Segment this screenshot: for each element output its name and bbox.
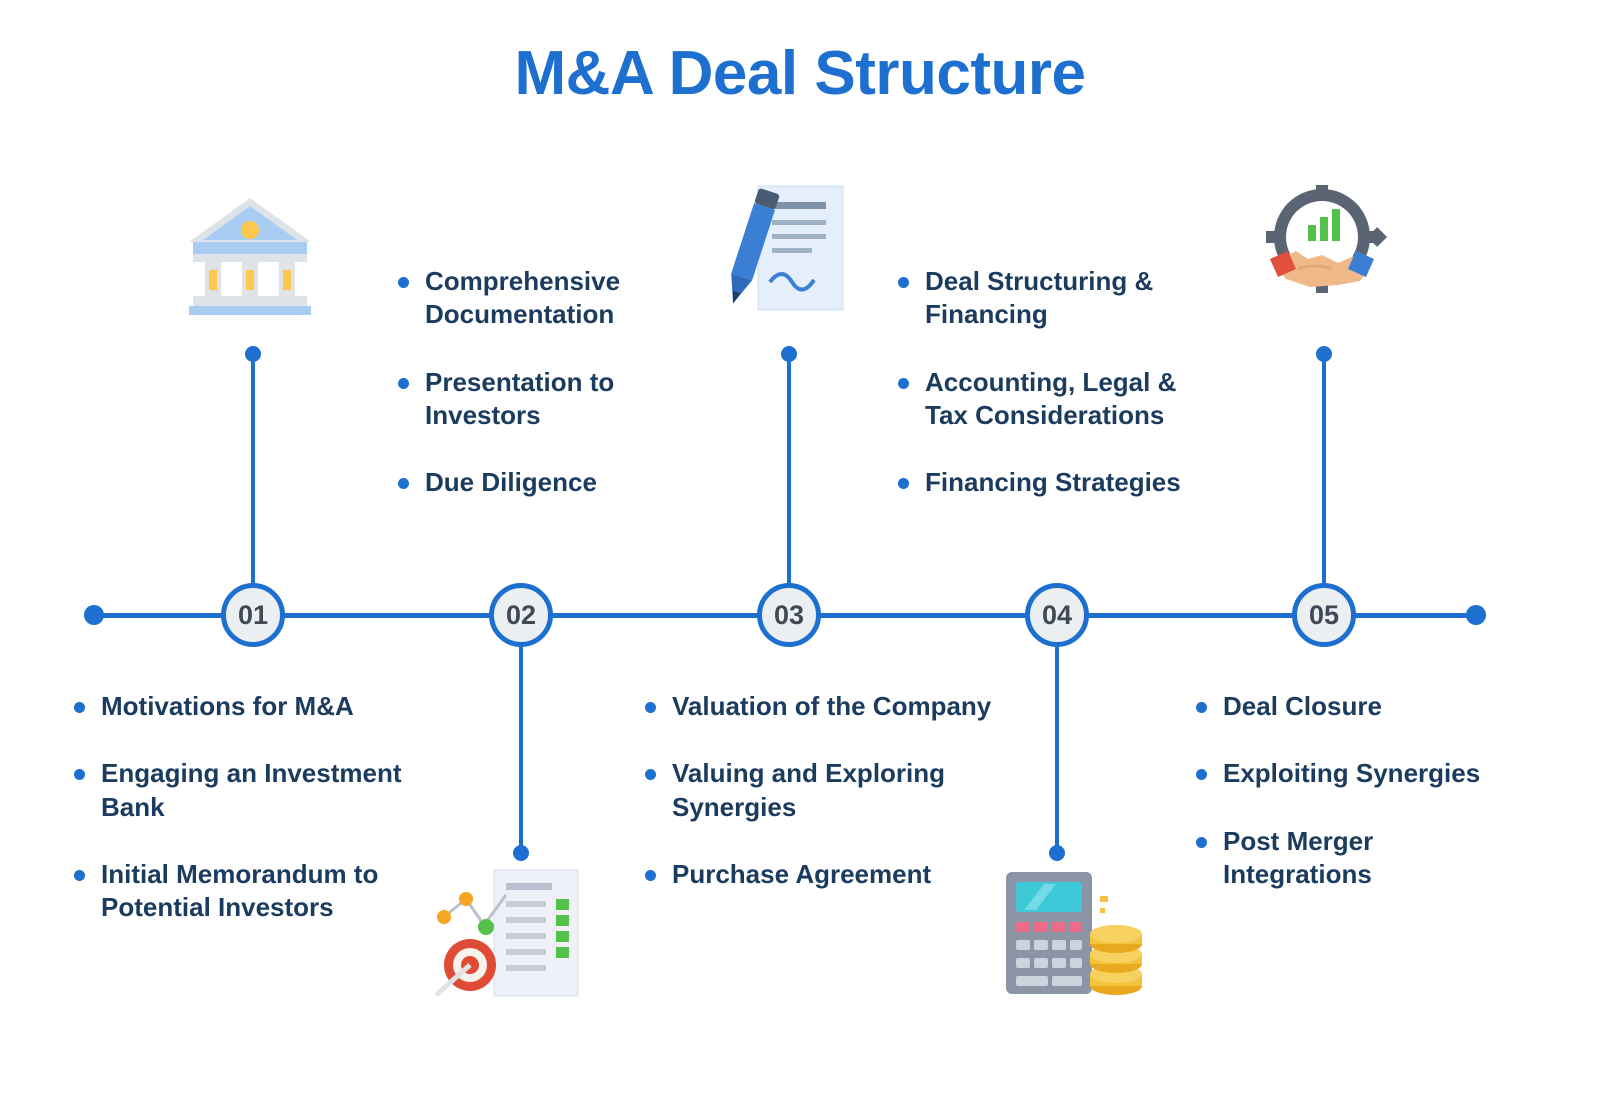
node-label: 02	[505, 599, 537, 630]
connector-dot-05	[1316, 346, 1332, 362]
list-item	[1196, 825, 1526, 892]
list-item-text: Deal Closure	[1223, 691, 1382, 721]
bullet-dot-icon	[398, 378, 409, 389]
bullet-dot-icon	[645, 769, 656, 780]
timeline-endpoint-left	[84, 605, 104, 625]
list-item-text: Valuing and Exploring Synergies	[672, 758, 946, 822]
list-item-text: Engaging an Investment Bank	[101, 758, 402, 822]
node-label: 05	[1308, 599, 1340, 630]
bullet-dot-icon	[398, 478, 409, 489]
timeline-node-05[interactable]	[1292, 583, 1356, 647]
timeline-endpoint-right	[1466, 605, 1486, 625]
bullet-dot-icon	[74, 870, 85, 881]
list-item-text: Deal Structuring & Financing	[925, 266, 1154, 330]
list-item-text: Valuation of the Company	[672, 691, 992, 721]
list-item	[1196, 757, 1526, 790]
bullet-dot-icon	[74, 769, 85, 780]
timeline-node-01[interactable]	[221, 583, 285, 647]
list-item	[898, 466, 1218, 499]
connector-stem-01	[251, 360, 255, 583]
bullet-dot-icon	[1196, 769, 1207, 780]
list-item	[398, 466, 688, 499]
list-item-text: Post Merger Integrations	[1223, 825, 1374, 889]
bullet-dot-icon	[74, 702, 85, 713]
bullet-dot-icon	[898, 378, 909, 389]
timeline-node-04[interactable]	[1025, 583, 1089, 647]
list-item-text: Motivations for M&A	[101, 691, 354, 721]
list-item	[398, 366, 688, 433]
list-item-text: Financing Strategies	[925, 467, 1181, 498]
list-item	[645, 757, 1005, 824]
connector-stem-03	[787, 360, 791, 583]
bullet-dot-icon	[398, 277, 409, 288]
list-item	[898, 366, 1218, 433]
bullet-dot-icon	[1196, 837, 1207, 848]
list-item-text: Comprehensive Documentation	[425, 266, 621, 330]
chart-document-icon	[432, 865, 592, 1000]
list-item	[645, 690, 1005, 723]
node-label: 01	[237, 599, 269, 630]
list-item	[74, 690, 454, 723]
list-item	[898, 265, 1218, 332]
bullet-dot-icon	[1196, 702, 1207, 713]
connector-dot-01	[245, 346, 261, 362]
step-01-list	[74, 690, 454, 924]
signed-contract-icon	[718, 178, 848, 323]
step-04-list	[898, 265, 1218, 499]
connector-dot-02	[513, 845, 529, 861]
list-item-text: Presentation to Investors	[425, 366, 615, 430]
list-item	[74, 757, 454, 824]
list-item-text: Exploiting Synergies	[1223, 758, 1481, 789]
list-item-text: Accounting, Legal & Tax Considerations	[925, 366, 1177, 430]
page-title: M&A Deal Structure	[514, 39, 1086, 108]
step-03-list	[645, 690, 1005, 891]
calculator-coins-icon	[1000, 866, 1150, 1001]
connector-dot-04	[1049, 845, 1065, 861]
timeline-node-03[interactable]	[757, 583, 821, 647]
connector-dot-03	[781, 346, 797, 362]
connector-stem-02	[519, 647, 523, 853]
connector-stem-05	[1322, 360, 1326, 583]
bullet-dot-icon	[645, 870, 656, 881]
step-05-list	[1196, 690, 1526, 891]
list-item	[645, 858, 1005, 891]
node-label: 04	[1041, 599, 1073, 630]
list-item-text: Due Diligence	[425, 467, 597, 498]
list-item	[398, 265, 688, 332]
connector-stem-04	[1055, 647, 1059, 853]
bullet-dot-icon	[645, 702, 656, 713]
bank-icon	[185, 190, 315, 320]
list-item-text: Initial Memorandum to Potential Investors	[101, 858, 379, 923]
list-item	[74, 858, 454, 925]
bullet-dot-icon	[898, 277, 909, 288]
gear-handshake-icon	[1252, 185, 1392, 305]
step-02-list	[398, 265, 688, 499]
list-item-text: Purchase Agreement	[672, 858, 932, 889]
node-label: 03	[773, 599, 805, 630]
bullet-dot-icon	[898, 478, 909, 489]
list-item	[1196, 690, 1526, 723]
timeline-node-02[interactable]	[489, 583, 553, 647]
